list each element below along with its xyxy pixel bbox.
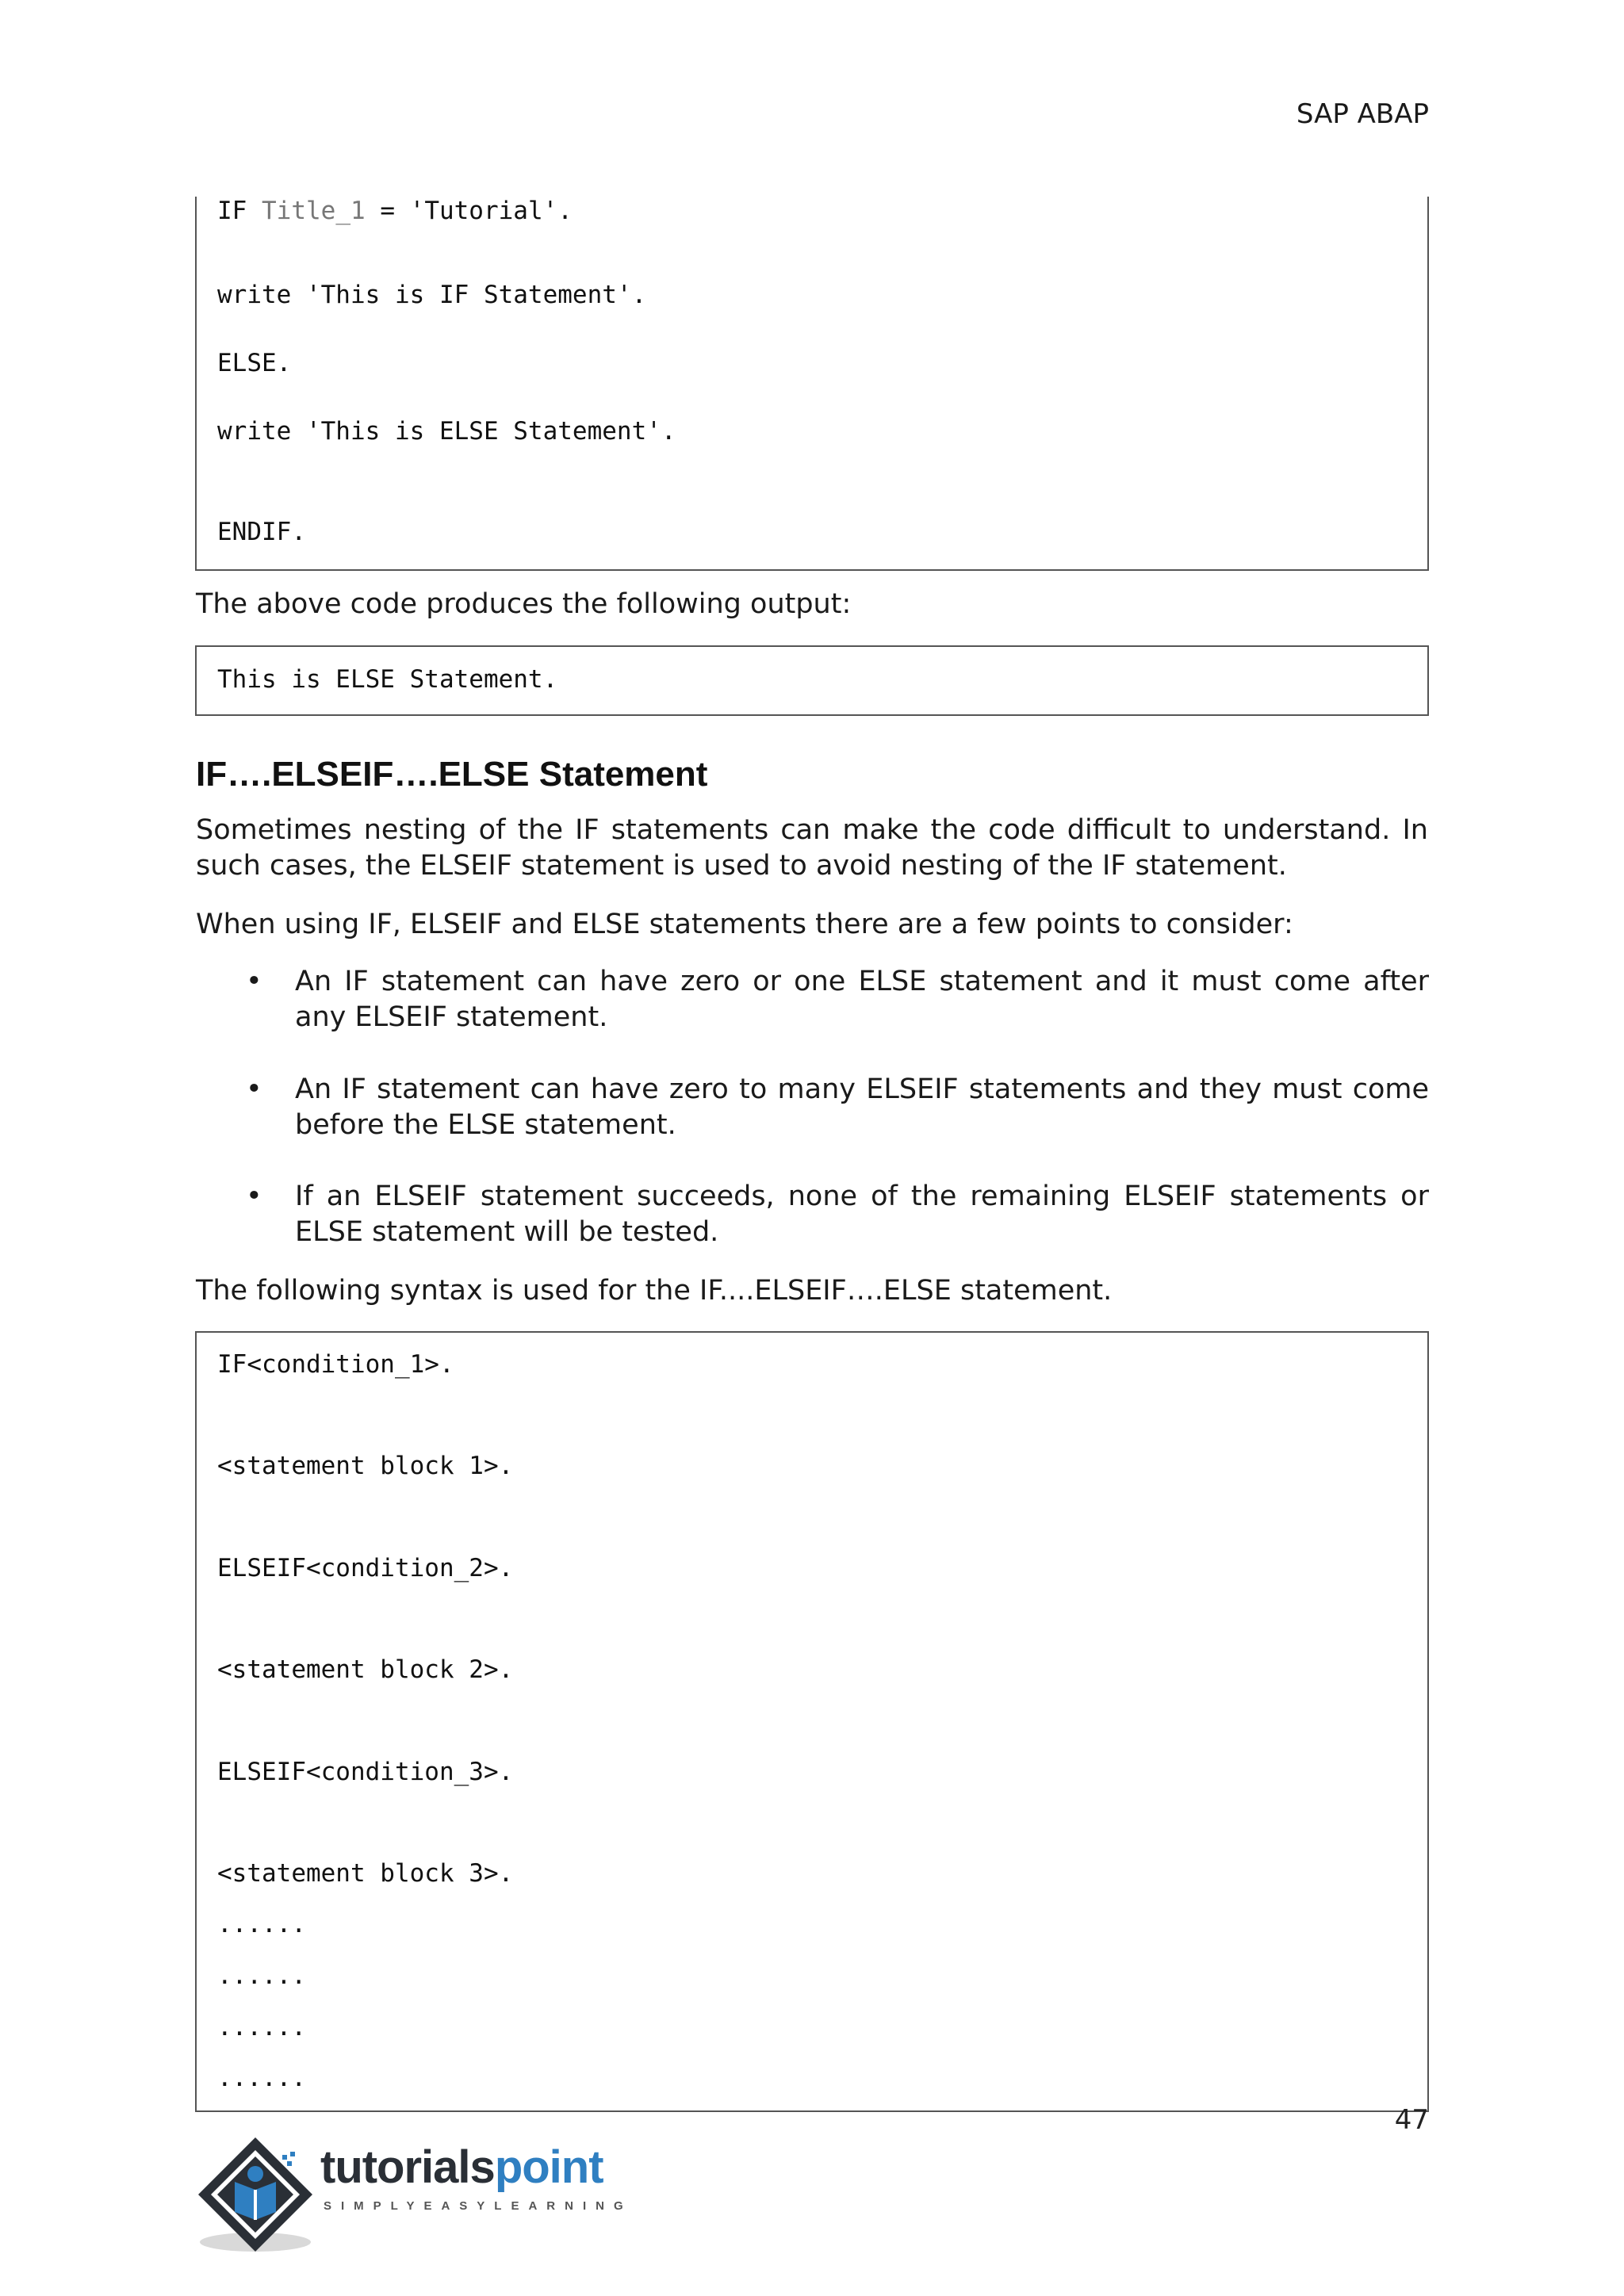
list-item-text: An IF statement can have zero or one ELSE statement and it must come after any ELSEIF statement. <box>295 966 1429 1033</box>
code-variable: Title_1 <box>262 197 366 225</box>
logo-diamond-icon <box>193 2133 320 2260</box>
code-line: write 'This is ELSE Statement'. <box>217 417 676 446</box>
code-line: IF<condition_1>. <box>217 1350 454 1379</box>
code-line: ELSE. <box>217 349 292 377</box>
code-line: ELSEIF<condition_3>. <box>217 1758 514 1786</box>
tutorialspoint-logo <box>193 2133 633 2260</box>
code-keyword: IF <box>217 197 247 225</box>
syntax-intro-text: The following syntax is used for the IF....ELSEIF….ELSE statement. <box>196 1275 1113 1307</box>
code-line: <statement block 1>. <box>217 1452 514 1480</box>
bullet-icon: • <box>246 966 262 997</box>
logo-word-blue: point <box>494 2141 603 2193</box>
page-number: 47 <box>1394 2104 1429 2136</box>
list-item-text: If an ELSEIF statement succeeds, none of the remaining ELSEIF statements or ELSE statement will be tested. <box>295 1181 1429 1248</box>
code-line: write 'This is IF Statement'. <box>217 281 647 309</box>
logo-word-dark: tutorials <box>320 2141 495 2193</box>
logo-tagline: SIMPLYEASYLEARNING <box>324 2199 633 2213</box>
points-intro-paragraph: When using IF, ELSEIF and ELSE statements there are a few points to consider: <box>196 909 1293 940</box>
output-intro-text: The above code produces the following output: <box>196 588 852 620</box>
code-line: <statement block 2>. <box>217 1655 514 1684</box>
bullet-icon: • <box>246 1181 262 1212</box>
syntax-code-block <box>195 1331 1429 2112</box>
output-line: This is ELSE Statement. <box>217 665 558 694</box>
code-line: ...... <box>217 2064 306 2092</box>
code-text: = 'Tutorial'. <box>380 197 573 225</box>
intro-paragraph: Sometimes nesting of the IF statements can make the code difficult to understand. In such cases, the ELSEIF statement is used to avoid nesting of the IF statement. <box>196 814 1428 882</box>
code-line: ENDIF. <box>217 518 306 546</box>
code-line: ...... <box>217 1910 306 1938</box>
code-line: ELSEIF<condition_2>. <box>217 1554 514 1582</box>
bullet-icon: • <box>246 1073 262 1105</box>
code-block-if-else <box>195 197 1429 571</box>
list-item-text: An IF statement can have zero to many ELSEIF statements and they must come before the ELSE statement. <box>295 1073 1429 1141</box>
code-line: <statement block 3>. <box>217 1859 514 1888</box>
logo-wordmark <box>320 2141 603 2194</box>
code-line <box>217 197 573 225</box>
code-line: ...... <box>217 2013 306 2042</box>
section-heading: IF….ELSEIF….ELSE Statement <box>196 755 708 794</box>
output-block <box>195 645 1429 716</box>
running-header: SAP ABAP <box>1296 98 1429 130</box>
code-line: ...... <box>217 1961 306 1990</box>
